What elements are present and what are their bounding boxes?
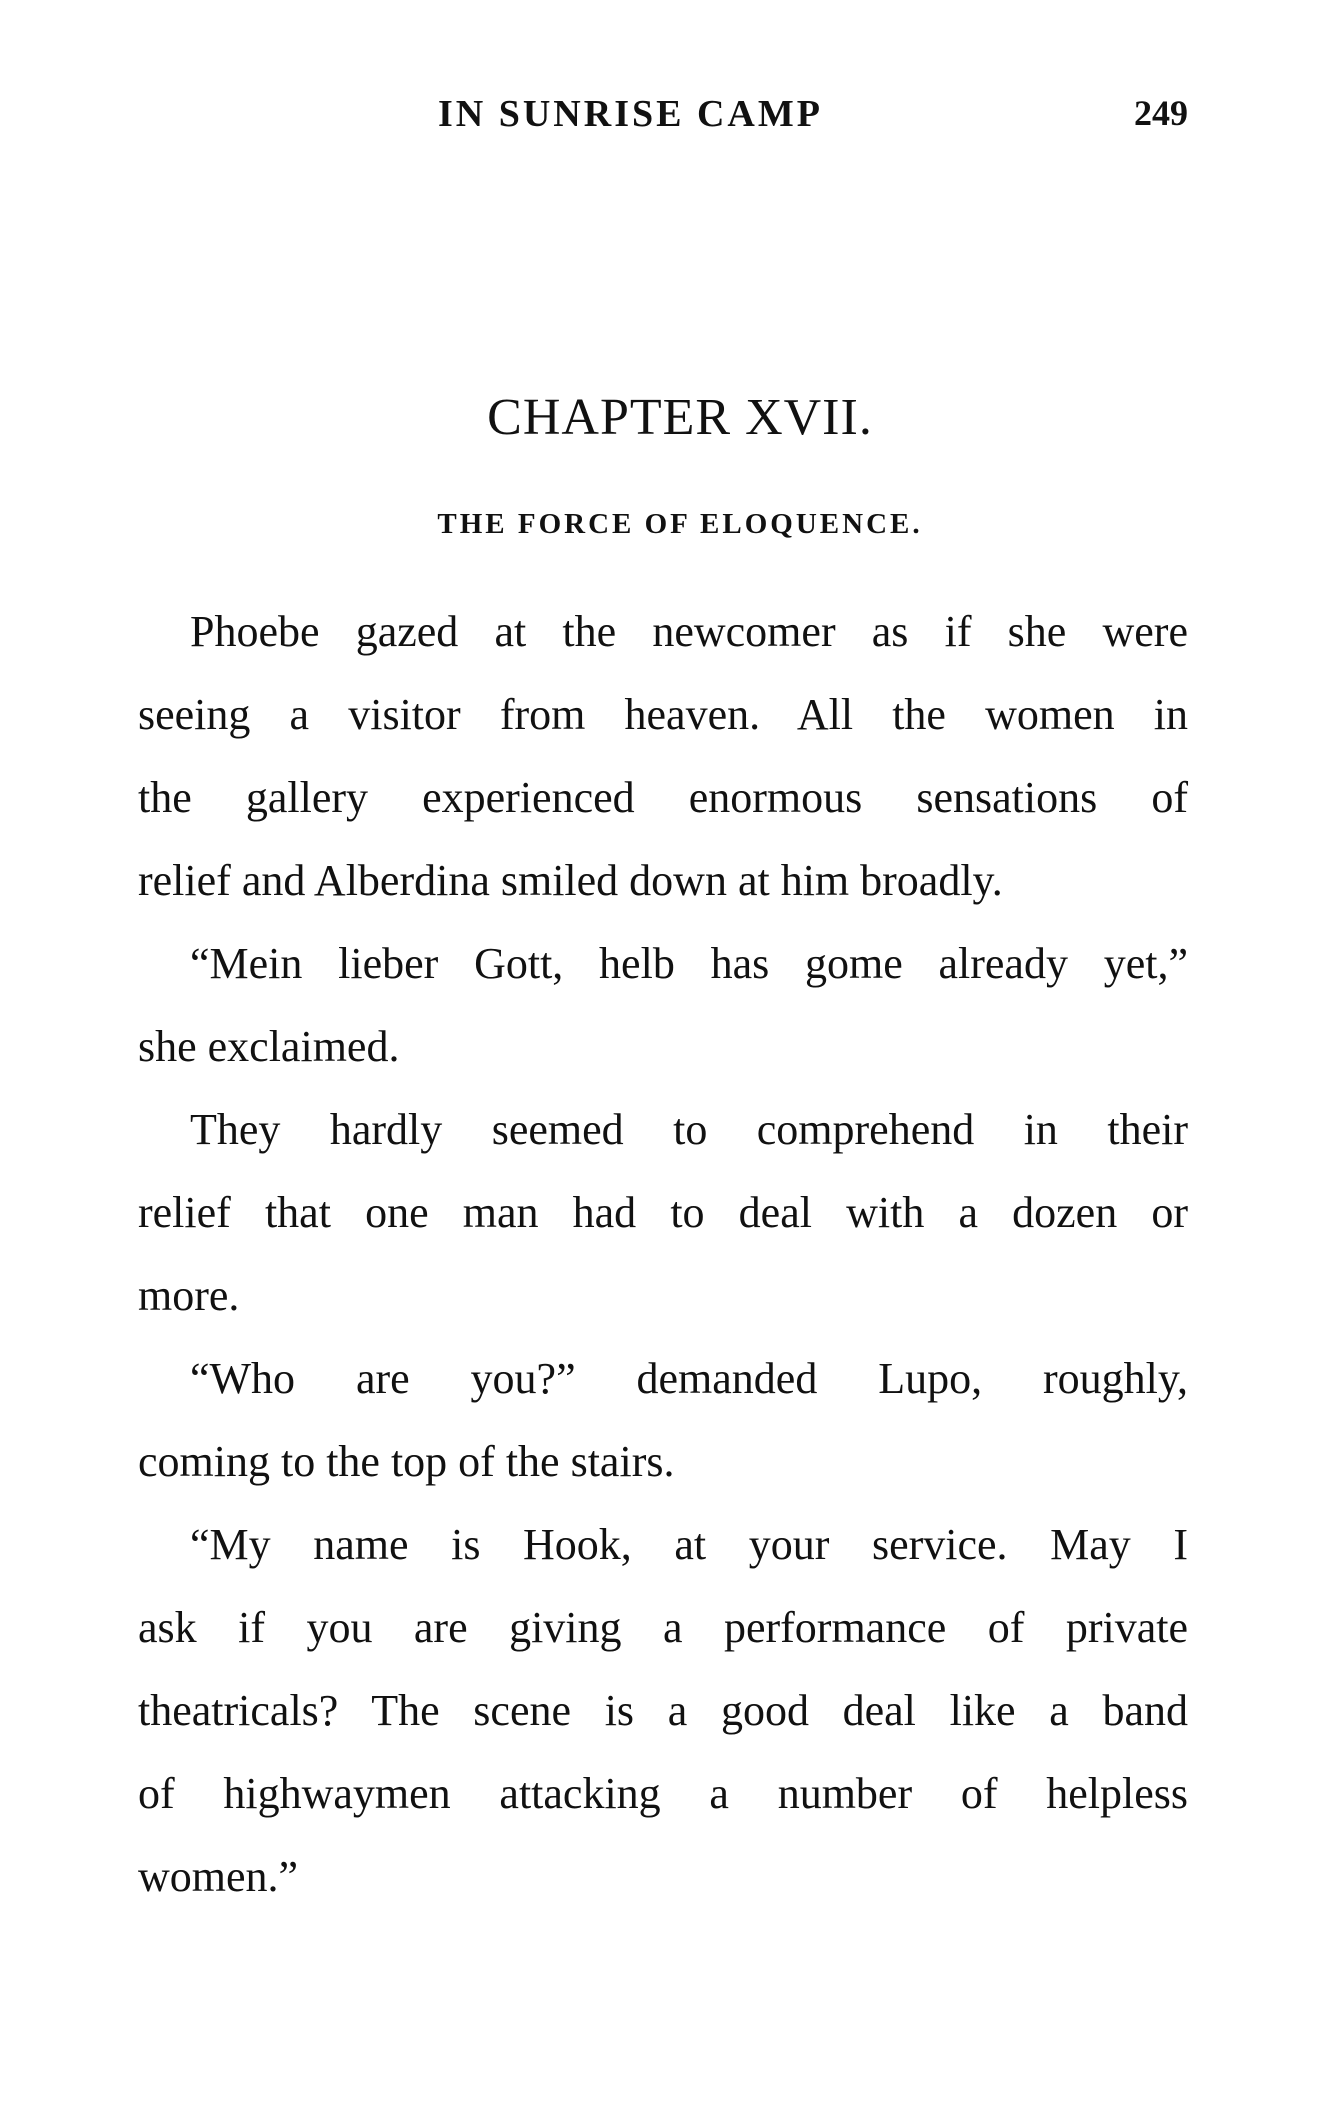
text-line: ask if you are giving a performance of private bbox=[138, 1603, 1188, 1652]
body-text bbox=[138, 590, 1188, 1918]
text-line: relief and Alberdina smiled down at him broadly. bbox=[138, 856, 1003, 905]
text-line: “Who are you?” demanded Lupo, roughly, bbox=[190, 1354, 1188, 1403]
text-line: women.” bbox=[138, 1852, 299, 1901]
chapter-heading: CHAPTER XVII. bbox=[487, 389, 873, 446]
text-line: she exclaimed. bbox=[138, 1022, 400, 1071]
text-line: the gallery experienced enormous sensations of bbox=[138, 773, 1188, 822]
text-line: relief that one man had to deal with a dozen or bbox=[138, 1188, 1188, 1237]
text-line: of highwaymen attacking a number of helpless bbox=[138, 1769, 1188, 1818]
text-line: They hardly seemed to comprehend in their bbox=[190, 1105, 1188, 1154]
text-line: “Mein lieber Gott, helb has gome already yet,” bbox=[190, 939, 1188, 988]
page-number: 249 bbox=[1134, 93, 1188, 133]
running-title: IN SUNRISE CAMP bbox=[438, 93, 823, 135]
running-head bbox=[138, 92, 1188, 142]
text-line: coming to the top of the stairs. bbox=[138, 1437, 675, 1486]
text-line: Phoebe gazed at the newcomer as if she were bbox=[190, 607, 1188, 656]
text-line: seeing a visitor from heaven. All the women in bbox=[138, 690, 1188, 739]
text-line: more. bbox=[138, 1271, 240, 1320]
text-line: “My name is Hook, at your service. May I bbox=[190, 1520, 1188, 1569]
text-line: theatricals? The scene is a good deal like a band bbox=[138, 1686, 1188, 1735]
chapter-subtitle: THE FORCE OF ELOQUENCE. bbox=[437, 508, 923, 540]
